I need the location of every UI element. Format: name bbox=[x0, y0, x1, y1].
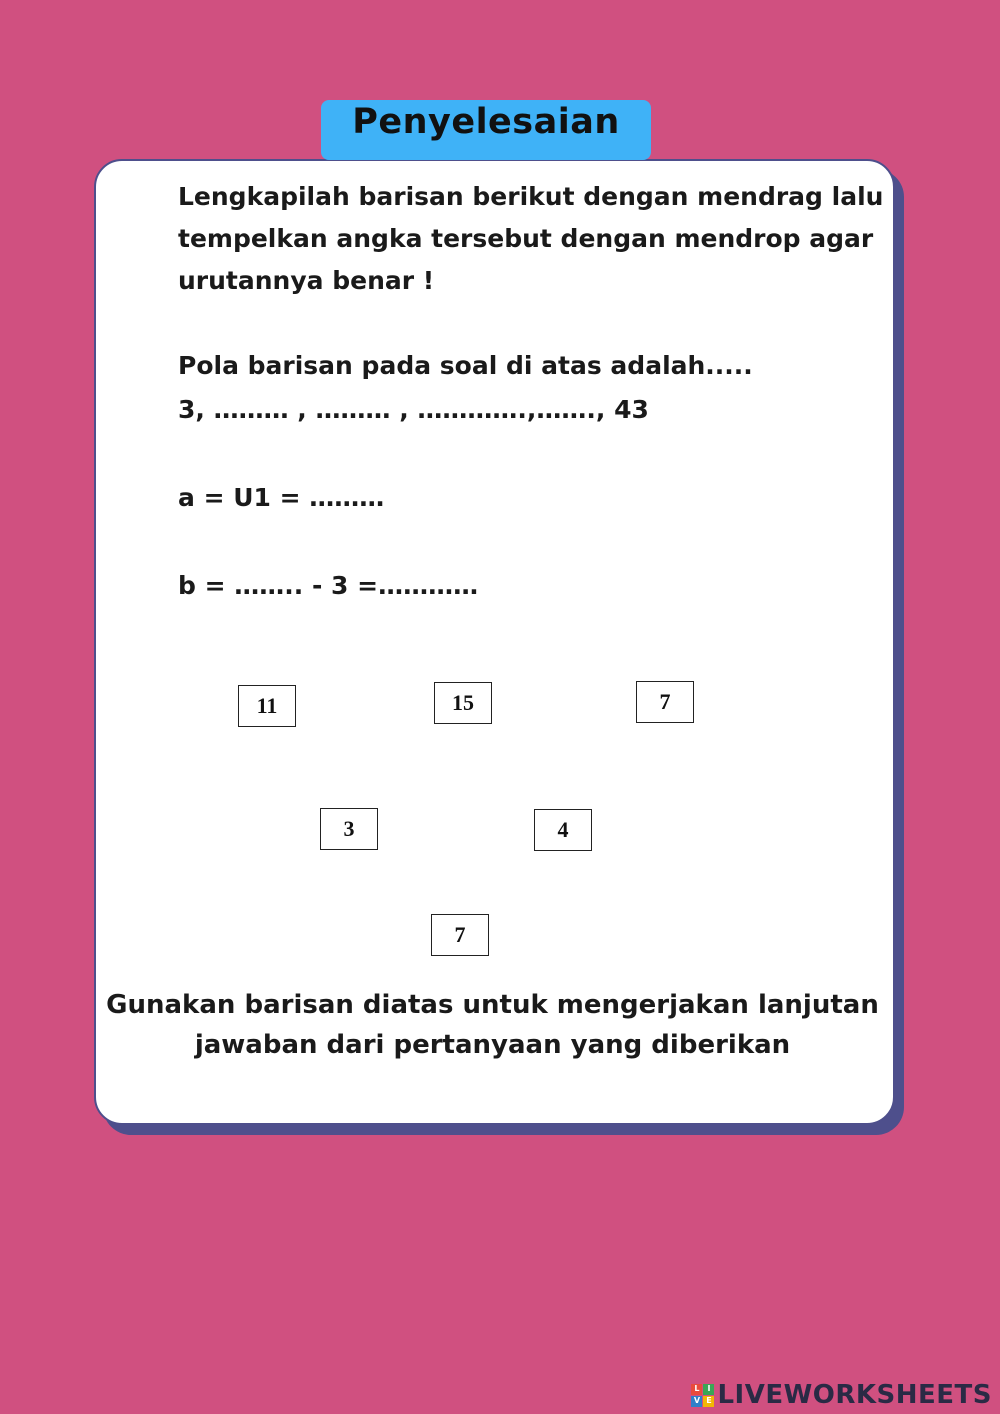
logo-letter-i: I bbox=[703, 1384, 714, 1395]
number-tile[interactable]: 4 bbox=[534, 809, 592, 851]
footer-instruction bbox=[100, 985, 885, 1065]
title-tab bbox=[321, 100, 651, 160]
logo-letter-v: V bbox=[691, 1396, 702, 1407]
brand-name: LIVEWORKSHEETS bbox=[717, 1380, 992, 1410]
instruction-line-3: urutannya benar ! bbox=[178, 266, 435, 295]
instruction-text bbox=[178, 176, 884, 302]
liveworksheets-logo-icon bbox=[691, 1384, 714, 1407]
number-tile[interactable]: 7 bbox=[431, 914, 489, 956]
liveworksheets-brand bbox=[691, 1380, 992, 1410]
number-tile[interactable]: 7 bbox=[636, 681, 694, 723]
pattern-prompt: Pola barisan pada soal di atas adalah..... bbox=[178, 351, 753, 380]
logo-letter-e: E bbox=[703, 1396, 714, 1407]
number-tile[interactable]: 3 bbox=[320, 808, 378, 850]
instruction-line-2: tempelkan angka tersebut dengan mendrop agar bbox=[178, 224, 874, 253]
a-equation: a = U1 = ……… bbox=[178, 483, 385, 512]
instruction-line-1: Lengkapilah barisan berikut dengan mendrag lalu bbox=[178, 182, 884, 211]
worksheet-card bbox=[94, 159, 895, 1125]
number-tile[interactable]: 15 bbox=[434, 682, 492, 724]
footer-line-2: jawaban dari pertanyaan yang diberikan bbox=[194, 1030, 791, 1060]
page-title: Penyelesaian bbox=[352, 102, 620, 142]
b-equation: b = …….. - 3 =………… bbox=[178, 571, 479, 600]
footer-line-1: Gunakan barisan diatas untuk mengerjakan lanjutan bbox=[106, 990, 879, 1020]
number-tile[interactable]: 11 bbox=[238, 685, 296, 727]
sequence-line: 3, ……… , ……… , ………….,……., 43 bbox=[178, 395, 649, 424]
logo-letter-l: L bbox=[691, 1384, 702, 1395]
